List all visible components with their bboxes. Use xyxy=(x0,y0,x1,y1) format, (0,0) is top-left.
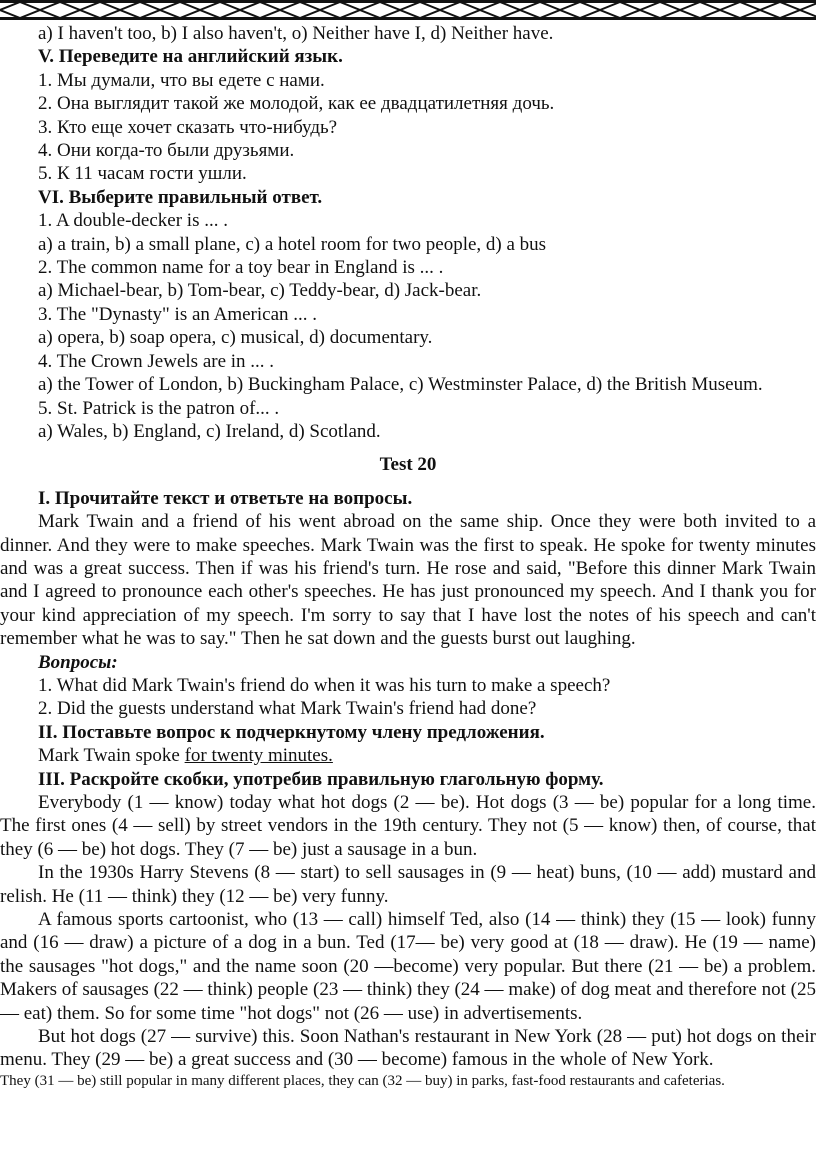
section-6-question: 4. The Crown Jewels are in ... . xyxy=(38,350,275,372)
section-5-item: 5. К 11 часам гости ушли. xyxy=(38,163,247,185)
border-diamond xyxy=(440,2,480,18)
border-diamond xyxy=(280,2,320,18)
section-5-heading: V. Переведите на английский язык. xyxy=(38,46,343,68)
border-diamond xyxy=(360,2,400,18)
part-3-heading: III. Раскройте скобки, употребив правильную глагольную форму. xyxy=(38,768,604,790)
section-6-question: 3. The "Dynasty" is an American ... . xyxy=(38,303,317,325)
question-item: 2. Did the guests understand what Mark Twain's friend had done? xyxy=(38,698,537,720)
border-diamond xyxy=(600,2,640,18)
border-diamond xyxy=(120,2,160,18)
border-diamond xyxy=(160,2,200,18)
section-6-question: 5. St. Patrick is the patron of... . xyxy=(38,397,280,419)
exercise-paragraph: Everybody (1 — know) today what hot dogs (2 — be). Hot dogs (3 — be) popular for a long time. The first ones (4 — sell) by street vendors in the 19th century. They not (5 — know) then, of course, that they (6 — be) hot dogs. They (7 — be) just a sausage in a bun. xyxy=(0,792,816,860)
border-diamond xyxy=(640,2,680,18)
section-6-heading: VI. Выберите правильный ответ. xyxy=(38,186,323,208)
section-6-options: a) a train, b) a small plane, c) a hotel room for two people, d) a bus xyxy=(38,233,547,255)
border-diamond xyxy=(200,2,240,18)
sentence-start: Mark Twain spoke xyxy=(38,745,185,767)
border-diamond xyxy=(760,2,800,18)
border-diamond xyxy=(800,2,816,18)
border-diamond xyxy=(0,2,40,18)
decorative-border xyxy=(0,0,816,24)
document-page xyxy=(0,22,816,1090)
border-diamond xyxy=(520,2,560,18)
section-6-options: a) Michael-bear, b) Tom-bear, c) Teddy-bear, d) Jack-bear. xyxy=(38,280,482,302)
underline-sentence xyxy=(0,744,816,767)
question-item: 1. What did Mark Twain's friend do when it was his turn to make a speech? xyxy=(38,674,611,696)
exercise-paragraph: In the 1930s Harry Stevens (8 — start) to sell sausages in (9 — heat) buns, (10 — add) mustard and relish. He (11 — think) they (12 — be) very funny. xyxy=(0,862,816,907)
part-2-heading: II. Поставьте вопрос к подчеркнутому члену предложения. xyxy=(38,721,545,743)
border-diamond xyxy=(480,2,520,18)
border-diamond xyxy=(680,2,720,18)
border-diamond xyxy=(320,2,360,18)
decorative-border-pattern xyxy=(0,0,816,24)
exercise-last-line: They (31 — be) still popular in many different places, they can (32 — buy) in parks, fast-food restaurants and cafeterias. xyxy=(0,1072,725,1089)
underlined-phrase: for twenty minutes. xyxy=(184,745,333,767)
answer-options-line: a) I haven't too, b) I also haven't, o) Neither have I, d) Neither have. xyxy=(38,23,554,44)
exercise-paragraph: But hot dogs (27 — survive) this. Soon Nathan's restaurant in New York (28 — put) hot dogs on their menu. They (29 — be) a great success and (30 — become) famous in the whole of New York. xyxy=(0,1026,816,1071)
section-5-item: 1. Мы думали, что вы едете с нами. xyxy=(38,69,325,91)
border-diamond xyxy=(400,2,440,18)
exercise-paragraph: A famous sports cartoonist, who (13 — call) himself Ted, also (14 — think) they (15 — look) funny and (16 — draw) a picture of a dog in a bun. Ted (17— be) very good at (18 — draw). He (19 — name) the sausages "hot dogs," and the name soon (20 —become) very popular. But there (21 — be) a problem. Makers of sausages (22 — think) people (23 — think) they (24 — make) of dog meat and therefore not (25 — eat) them. So for some time "hot dogs" not (26 — use) in advertisements. xyxy=(0,909,816,1024)
story-paragraph: Mark Twain and a friend of his went abroad on the same ship. Once they were both invited to a dinner. And they were to make speeches. Mark Twain was the first to speak. He spoke for twenty minutes and was a great success. Then if was his friend's turn. He rose and said, "Before this dinner Mark Twain and I agreed to pronounce each other's speeches. He has just pronounced my speech. And I thank you for your kind appreciation of my speech. I'm sorry to say that I have lost the notes of his speech and can't remember what he was to say." Then he sat down and the guests burst out laughing. xyxy=(0,511,816,650)
section-6-question: 2. The common name for a toy bear in England is ... . xyxy=(38,257,444,279)
section-5-item: 4. Они когда-то были друзьями. xyxy=(38,140,295,162)
questions-label: Вопросы: xyxy=(38,651,118,673)
section-6-options: a) the Tower of London, b) Buckingham Palace, c) Westminster Palace, d) the British Museum. xyxy=(38,374,763,396)
border-diamond xyxy=(240,2,280,18)
border-diamond xyxy=(560,2,600,18)
part-1-heading: I. Прочитайте текст и ответьте на вопросы. xyxy=(38,487,413,509)
section-6-options: a) opera, b) soap opera, c) musical, d) documentary. xyxy=(38,327,433,349)
section-5-item: 2. Она выглядит такой же молодой, как ее двадцатилетняя дочь. xyxy=(38,93,555,115)
section-6-question: 1. A double-decker is ... . xyxy=(38,210,228,232)
border-diamond xyxy=(40,2,80,18)
section-5-item: 3. Кто еще хочет сказать что-нибудь? xyxy=(38,116,338,138)
section-6-options: a) Wales, b) England, c) Ireland, d) Scotland. xyxy=(38,420,381,442)
border-diamond xyxy=(80,2,120,18)
test-title: Test 20 xyxy=(379,454,437,476)
border-diamond xyxy=(720,2,760,18)
